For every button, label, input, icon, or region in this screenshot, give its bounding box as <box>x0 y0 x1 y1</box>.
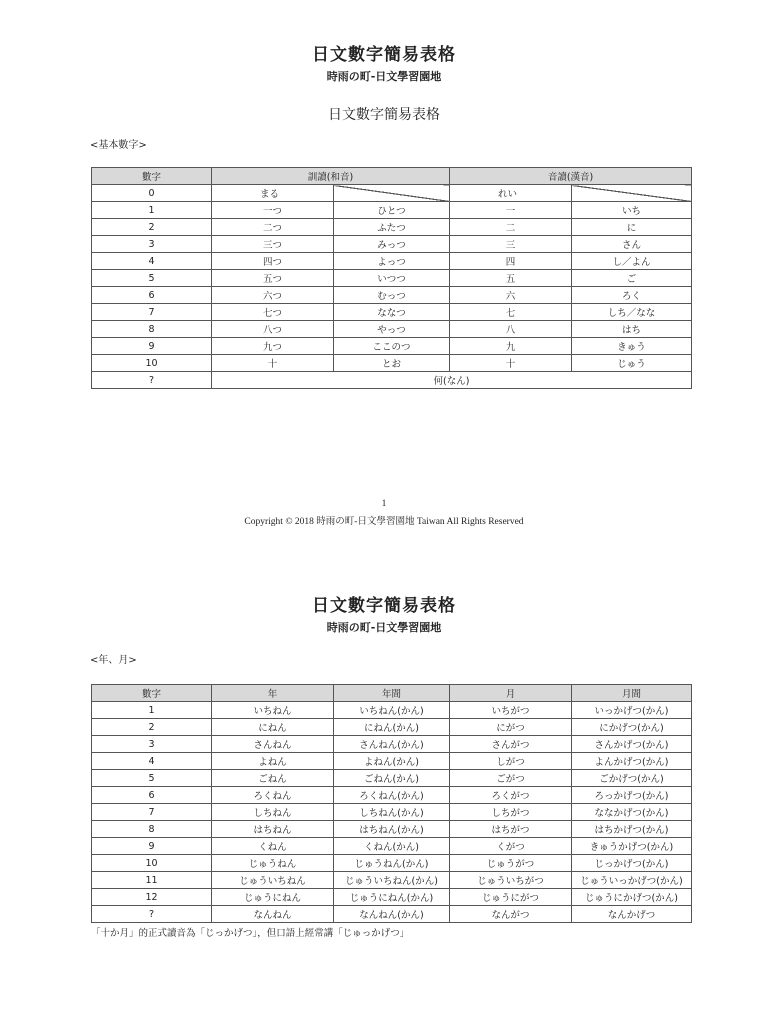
section-basic-numbers: <基本數字> <box>90 140 147 151</box>
cell-year: さんねん <box>212 736 334 753</box>
cell-kun-kana: みっつ <box>334 236 450 253</box>
header-kun-reading: 訓讀(和音) <box>212 168 450 185</box>
cell-on-kana: はち <box>572 321 692 338</box>
cell-number: 6 <box>92 787 212 804</box>
cell-on-kanji: 五 <box>450 270 572 287</box>
header-number: 數字 <box>92 685 212 702</box>
cell-year: くねん <box>212 838 334 855</box>
cell-number: 0 <box>92 185 212 202</box>
cell-year: よねん <box>212 753 334 770</box>
table-row <box>92 787 692 804</box>
cell-years-duration: じゅういちねん(かん) <box>334 872 450 889</box>
cell-number: 6 <box>92 287 212 304</box>
cell-kun-kana: むっつ <box>334 287 450 304</box>
table-row <box>92 702 692 719</box>
cell-on-kanji: 二 <box>450 219 572 236</box>
cell-number: 1 <box>92 202 212 219</box>
cell-kun-kana: とお <box>334 355 450 372</box>
cell-on-kana: じゅう <box>572 355 692 372</box>
cell-years-duration: じゅうねん(かん) <box>334 855 450 872</box>
cell-on-kanji: 六 <box>450 287 572 304</box>
cell-months-duration: じゅうにかげつ(かん) <box>572 889 692 906</box>
cell-months-duration: きゅうかげつ(かん) <box>572 838 692 855</box>
page1-inner-title: 日文數字簡易表格 <box>328 107 440 123</box>
cell-on-kana: いち <box>572 202 692 219</box>
cell-kun-kanji: まる <box>212 185 334 202</box>
cell-on-kana: さん <box>572 236 692 253</box>
cell-kun-kana <box>334 185 450 202</box>
cell-years-duration: にねん(かん) <box>334 719 450 736</box>
cell-kun-kana: いつつ <box>334 270 450 287</box>
cell-on-kanji: 九 <box>450 338 572 355</box>
cell-kun-kanji: 七つ <box>212 304 334 321</box>
cell-on-kana: ろく <box>572 287 692 304</box>
cell-month: ごがつ <box>450 770 572 787</box>
cell-on-kana: きゅう <box>572 338 692 355</box>
table-row <box>92 185 692 202</box>
cell-year: いちねん <box>212 702 334 719</box>
cell-year: ろくねん <box>212 787 334 804</box>
table-row <box>92 872 692 889</box>
cell-year: はちねん <box>212 821 334 838</box>
cell-kun-kanji: 六つ <box>212 287 334 304</box>
cell-on-kanji: 一 <box>450 202 572 219</box>
copyright-text: Copyright © 2018 時雨の町-日文學習園地 Taiwan All Rights Reserved <box>244 517 524 527</box>
cell-number: 5 <box>92 770 212 787</box>
page2-title: 日文數字簡易表格 <box>312 596 456 616</box>
cell-number: 1 <box>92 702 212 719</box>
cell-kun-kana: よっつ <box>334 253 450 270</box>
cell-number: 10 <box>92 855 212 872</box>
cell-years-duration: ごねん(かん) <box>334 770 450 787</box>
cell-month: にがつ <box>450 719 572 736</box>
cell-month: くがつ <box>450 838 572 855</box>
cell-years-duration: しちねん(かん) <box>334 804 450 821</box>
cell-number: ? <box>92 906 212 923</box>
cell-number: 12 <box>92 889 212 906</box>
cell-year: なんねん <box>212 906 334 923</box>
cell-kun-kana: ひとつ <box>334 202 450 219</box>
cell-years-duration: くねん(かん) <box>334 838 450 855</box>
cell-months-duration: じゅういっかげつ(かん) <box>572 872 692 889</box>
cell-number: 2 <box>92 719 212 736</box>
cell-years-duration: よねん(かん) <box>334 753 450 770</box>
cell-on-kanji: 十 <box>450 355 572 372</box>
cell-months-duration: ごかげつ(かん) <box>572 770 692 787</box>
table-row <box>92 736 692 753</box>
cell-years-duration: はちねん(かん) <box>334 821 450 838</box>
table-row <box>92 202 692 219</box>
cell-months-duration: ろっかげつ(かん) <box>572 787 692 804</box>
table-header-row <box>92 168 692 185</box>
cell-year: しちねん <box>212 804 334 821</box>
cell-year: じゅうにねん <box>212 889 334 906</box>
page2-subtitle: 時雨の町-日文學習園地 <box>326 621 442 634</box>
cell-months-duration: はちかげつ(かん) <box>572 821 692 838</box>
cell-number: 11 <box>92 872 212 889</box>
cell-on-kana: に <box>572 219 692 236</box>
header-on-reading: 音讀(漢音) <box>450 168 692 185</box>
cell-year: じゅういちねん <box>212 872 334 889</box>
cell-number: 7 <box>92 304 212 321</box>
cell-number: 2 <box>92 219 212 236</box>
cell-on-kanji: 七 <box>450 304 572 321</box>
section-year-month: <年、月> <box>90 655 137 666</box>
table-row <box>92 855 692 872</box>
cell-number: 4 <box>92 253 212 270</box>
cell-kun-kanji: 五つ <box>212 270 334 287</box>
cell-month: じゅういちがつ <box>450 872 572 889</box>
page1-subtitle: 時雨の町-日文學習園地 <box>326 70 442 83</box>
header-years-duration: 年間 <box>334 685 450 702</box>
cell-number: 8 <box>92 321 212 338</box>
header-number: 數字 <box>92 168 212 185</box>
cell-month: いちがつ <box>450 702 572 719</box>
table-row <box>92 770 692 787</box>
cell-year: ごねん <box>212 770 334 787</box>
cell-month: はちがつ <box>450 821 572 838</box>
cell-number: 3 <box>92 236 212 253</box>
table-row <box>92 906 692 923</box>
table-row <box>92 753 692 770</box>
cell-number: 3 <box>92 736 212 753</box>
cell-kun-kanji: 十 <box>212 355 334 372</box>
cell-number: 9 <box>92 838 212 855</box>
cell-months-duration: にかげつ(かん) <box>572 719 692 736</box>
header-month: 月 <box>450 685 572 702</box>
table-row <box>92 253 692 270</box>
page1-title: 日文數字簡易表格 <box>312 45 456 65</box>
header-months-duration: 月間 <box>572 685 692 702</box>
basic-numbers-table <box>91 167 692 389</box>
table-row <box>92 270 692 287</box>
cell-question-reading: 何(なん) <box>212 372 692 389</box>
cell-number: 5 <box>92 270 212 287</box>
cell-on-kanji: 八 <box>450 321 572 338</box>
cell-month: じゅうにがつ <box>450 889 572 906</box>
cell-month: しちがつ <box>450 804 572 821</box>
cell-months-duration: なんかげつ <box>572 906 692 923</box>
cell-month: さんがつ <box>450 736 572 753</box>
cell-years-duration: さんねん(かん) <box>334 736 450 753</box>
cell-kun-kana: ふたつ <box>334 219 450 236</box>
table-row <box>92 355 692 372</box>
cell-number: 4 <box>92 753 212 770</box>
cell-number: 9 <box>92 338 212 355</box>
year-month-table <box>91 684 692 923</box>
cell-on-kanji: れい <box>450 185 572 202</box>
table-row <box>92 338 692 355</box>
cell-kun-kanji: 二つ <box>212 219 334 236</box>
cell-month: ろくがつ <box>450 787 572 804</box>
table-row <box>92 372 692 389</box>
cell-on-kanji: 四 <box>450 253 572 270</box>
cell-kun-kanji: 三つ <box>212 236 334 253</box>
table-row <box>92 219 692 236</box>
cell-on-kana <box>572 185 692 202</box>
cell-year: じゅうねん <box>212 855 334 872</box>
cell-months-duration: さんかげつ(かん) <box>572 736 692 753</box>
table-row <box>92 889 692 906</box>
cell-on-kanji: 三 <box>450 236 572 253</box>
table-row <box>92 719 692 736</box>
cell-months-duration: ななかげつ(かん) <box>572 804 692 821</box>
cell-years-duration: ろくねん(かん) <box>334 787 450 804</box>
cell-months-duration: じっかげつ(かん) <box>572 855 692 872</box>
header-year: 年 <box>212 685 334 702</box>
cell-kun-kana: ここのつ <box>334 338 450 355</box>
table-header-row <box>92 685 692 702</box>
cell-kun-kana: やっつ <box>334 321 450 338</box>
table-row <box>92 821 692 838</box>
footnote: 「十か月」的正式讀音為「じっかげつ」，但口語上經常講「じゅっかげつ」 <box>91 928 410 939</box>
cell-on-kana: し／よん <box>572 253 692 270</box>
cell-kun-kanji: 八つ <box>212 321 334 338</box>
page-number: 1 <box>381 499 387 509</box>
cell-years-duration: なんねん(かん) <box>334 906 450 923</box>
cell-number: 10 <box>92 355 212 372</box>
cell-months-duration: いっかげつ(かん) <box>572 702 692 719</box>
cell-kun-kanji: 九つ <box>212 338 334 355</box>
cell-kun-kana: ななつ <box>334 304 450 321</box>
table-row <box>92 838 692 855</box>
cell-month: しがつ <box>450 753 572 770</box>
cell-kun-kanji: 一つ <box>212 202 334 219</box>
cell-years-duration: いちねん(かん) <box>334 702 450 719</box>
cell-number: ? <box>92 372 212 389</box>
table-row <box>92 287 692 304</box>
table-row <box>92 304 692 321</box>
cell-kun-kanji: 四つ <box>212 253 334 270</box>
cell-months-duration: よんかげつ(かん) <box>572 753 692 770</box>
cell-on-kana: しち／なな <box>572 304 692 321</box>
cell-month: なんがつ <box>450 906 572 923</box>
table-row <box>92 804 692 821</box>
cell-on-kana: ご <box>572 270 692 287</box>
cell-years-duration: じゅうにねん(かん) <box>334 889 450 906</box>
table-row <box>92 321 692 338</box>
cell-number: 8 <box>92 821 212 838</box>
cell-month: じゅうがつ <box>450 855 572 872</box>
cell-number: 7 <box>92 804 212 821</box>
table-row <box>92 236 692 253</box>
cell-year: にねん <box>212 719 334 736</box>
